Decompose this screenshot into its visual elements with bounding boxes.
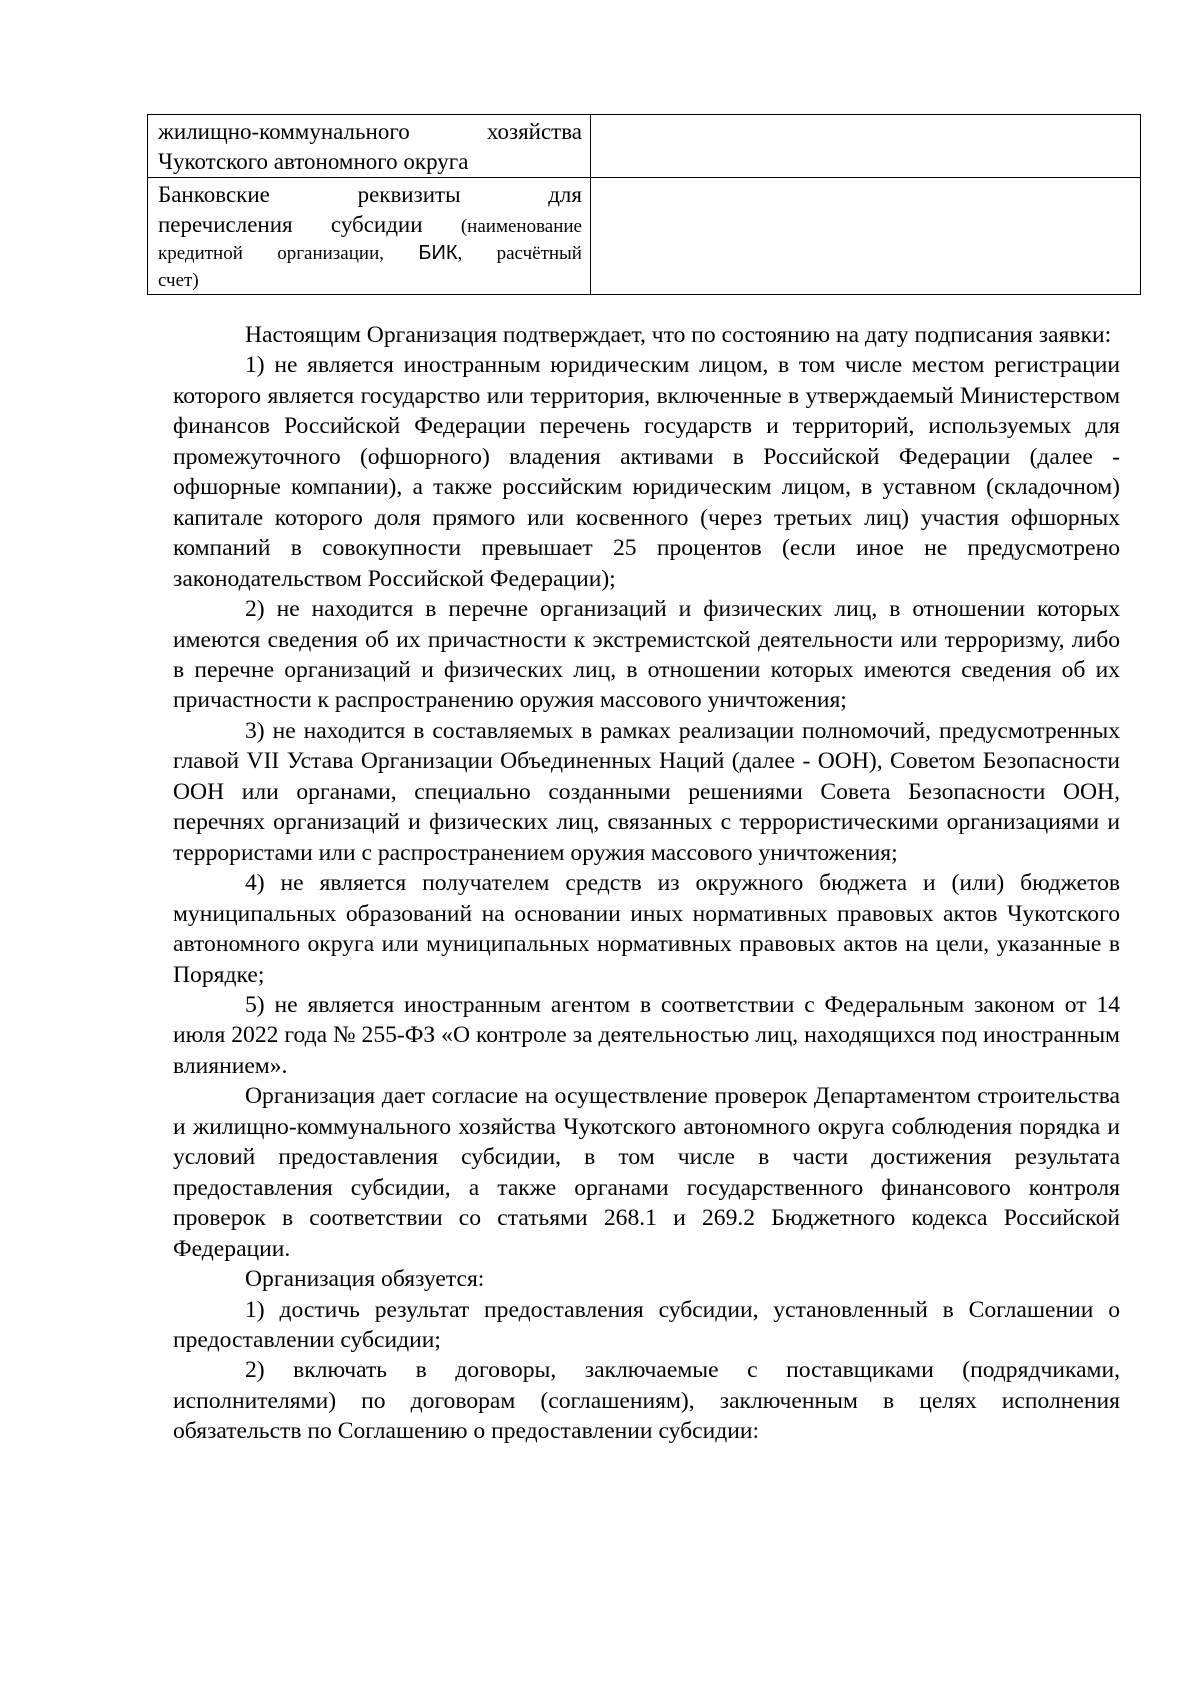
document-body [173, 320, 1120, 1447]
paragraph: Настоящим Организация подтверждает, что по состоянию на дату подписания заявки: [245, 322, 1112, 348]
paragraph: 1) достичь результат предоставления субсидии, установленный в Соглашении о предоставлении субсидии; [173, 1296, 1120, 1353]
paragraph: 2) включать в договоры, заключаемые с поставщиками (подрядчиками, исполнителями) по договорам (соглашениям), заключенным в целях исполнения обязательств по Соглашению о предоставлении субсидии: [173, 1357, 1120, 1445]
table-cell-value [591, 178, 1141, 295]
cell-line: Банковские реквизиты для [158, 182, 582, 207]
cell-text: перечисления субсидии [158, 212, 461, 237]
paragraph: 4) не является получателем средств из окружного бюджета и (или) бюджетов муниципальных образований на основании иных нормативных правовых актов Чукотского автономного округа или муниципальных нормативных правовых актов на цели, указанные в Порядке; [173, 870, 1120, 988]
paragraph: 2) не находится в перечне организаций и физических лиц, в отношении которых имеются сведения об их причастности к экстремистской деятельности или терроризму, либо в перечне организаций и физических лиц, в отношении которых имеются сведения об их причастности к распространению оружия массового уничтожения; [173, 596, 1120, 714]
cell-line: Чукотского автономного округа [158, 149, 469, 174]
table-cell-label [148, 115, 591, 178]
paragraph: 3) не находится в составляемых в рамках реализации полномочий, предусмотренных главой VII Устава Организации Объединенных Наций (далее - ООН), Советом Безопасности ООН или органами, специально созданными решениями Совета Безопасности ООН, перечнях организаций и физических лиц, связанных с террористическими организациями и террористами или с распространением оружия массового уничтожения; [173, 717, 1120, 866]
table-cell-value [591, 115, 1141, 178]
paragraph: 5) не является иностранным агентом в соответствии с Федеральным законом от 14 июля 2022 года № 255-ФЗ «О контроле за деятельностью лиц, находящихся под иностранным влиянием». [173, 991, 1120, 1079]
cell-text-small: (наименование [460, 216, 582, 237]
cell-text-small: кредитной организации, [158, 243, 419, 264]
cell-text-small: , расчётный [457, 243, 582, 264]
table-cell-label [148, 178, 591, 295]
paragraph: Организация обязуется: [245, 1266, 485, 1293]
cell-line [158, 210, 582, 240]
paragraph: 1) не является иностранным юридическим лицом, в том числе местом регистрации которого является государство или территория, включенные в утверждаемый Министерством финансов Российской Федерации перечень государств и территорий, используемых для промежуточного (офшорного) владения активами в Российской Федерации (далее - офшорные компании), а также российским юридическим лицом, в уставном (складочном) капитале которого доля прямого или косвенного (через третьих лиц) участия офшорных компаний в совокупности превышает 25 процентов (если иное не предусмотрено законодательством Российской Федерации); [173, 352, 1120, 592]
cell-line: счет) [158, 270, 199, 291]
table-row [148, 115, 1141, 178]
cell-line [158, 240, 582, 267]
cell-line: жилищно-коммунального хозяйства [158, 119, 582, 144]
table-row [148, 178, 1141, 295]
paragraph: Организация дает согласие на осуществление проверок Департаментом строительства и жилищно-коммунального хозяйства Чукотского автономного округа соблюдения порядка и условий предоставления субсидии, в том числе в части достижения результата предоставления субсидии, а также органами государственного финансового контроля проверок в соответствии со статьями 268.1 и 269.2 Бюджетного кодекса Российской Федерации. [173, 1083, 1120, 1262]
requisites-table [147, 114, 1141, 295]
bik-text: БИК [418, 242, 458, 264]
